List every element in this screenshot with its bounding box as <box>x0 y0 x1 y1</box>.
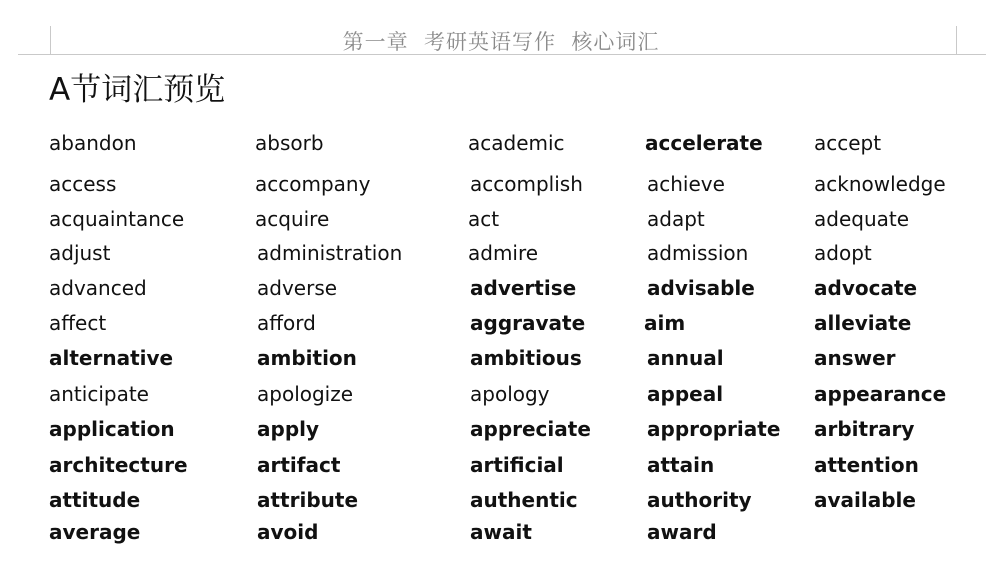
vocab-word: advertise <box>470 276 577 300</box>
vocab-word: acquire <box>255 207 330 231</box>
vocab-word: accelerate <box>645 131 763 155</box>
vocab-word: average <box>49 520 141 544</box>
vocab-word: attain <box>647 453 715 477</box>
vocab-word: afford <box>257 311 316 335</box>
section-title: A节词汇预览 <box>49 72 226 108</box>
running-header: 第一章 考研英语写作 核心词汇 <box>342 30 660 54</box>
vocab-word: acknowledge <box>814 172 946 196</box>
vocab-word: anticipate <box>49 382 149 406</box>
vocab-word: adverse <box>257 276 338 300</box>
vocab-word: ambition <box>257 346 357 370</box>
vocab-word: attribute <box>257 488 359 512</box>
vocab-word: appropriate <box>647 417 781 441</box>
vocab-word: achieve <box>647 172 725 196</box>
vocab-word: advisable <box>647 276 755 300</box>
vocab-word: attitude <box>49 488 141 512</box>
vocab-word: alternative <box>49 346 174 370</box>
vocab-word: artificial <box>470 453 564 477</box>
vocab-word: adequate <box>814 207 910 231</box>
vocab-word: act <box>468 207 500 231</box>
vocab-word: absorb <box>255 131 324 155</box>
vocab-word: admission <box>647 241 749 265</box>
vocab-word: advanced <box>49 276 147 300</box>
vocab-word: architecture <box>49 453 188 477</box>
vocab-word: attention <box>814 453 919 477</box>
vocab-word: accept <box>814 131 882 155</box>
vocab-word: access <box>49 172 117 196</box>
vocab-word: aim <box>644 311 686 335</box>
vocab-word: avoid <box>257 520 319 544</box>
vocab-word: alleviate <box>814 311 912 335</box>
vocab-word: abandon <box>49 131 137 155</box>
vocab-word: application <box>49 417 175 441</box>
vocab-word: adapt <box>647 207 705 231</box>
vocab-word: answer <box>814 346 896 370</box>
vocab-word: apply <box>257 417 320 441</box>
vocab-word: accompany <box>255 172 371 196</box>
vocab-word: academic <box>468 131 565 155</box>
vocab-word: available <box>814 488 916 512</box>
vocab-word: adjust <box>49 241 111 265</box>
vocab-word: award <box>647 520 717 544</box>
vocab-word: affect <box>49 311 107 335</box>
vocab-word: annual <box>647 346 724 370</box>
vocab-word: arbitrary <box>814 417 915 441</box>
vocab-word: appreciate <box>470 417 591 441</box>
vocab-word: admire <box>468 241 539 265</box>
vocab-word: aggravate <box>470 311 586 335</box>
vocab-word: apologize <box>257 382 354 406</box>
vocab-word: acquaintance <box>49 207 185 231</box>
vocab-word: ambitious <box>470 346 582 370</box>
vocab-word: apology <box>470 382 550 406</box>
vocab-word: administration <box>257 241 403 265</box>
vocab-word: authority <box>647 488 752 512</box>
vocab-word: appearance <box>814 382 947 406</box>
vocab-word: await <box>470 520 532 544</box>
vocab-word: adopt <box>814 241 872 265</box>
vocab-word: artifact <box>257 453 341 477</box>
vocab-word: authentic <box>470 488 578 512</box>
vocab-word: accomplish <box>470 172 583 196</box>
vocab-word: appeal <box>647 382 724 406</box>
vocab-word: advocate <box>814 276 918 300</box>
